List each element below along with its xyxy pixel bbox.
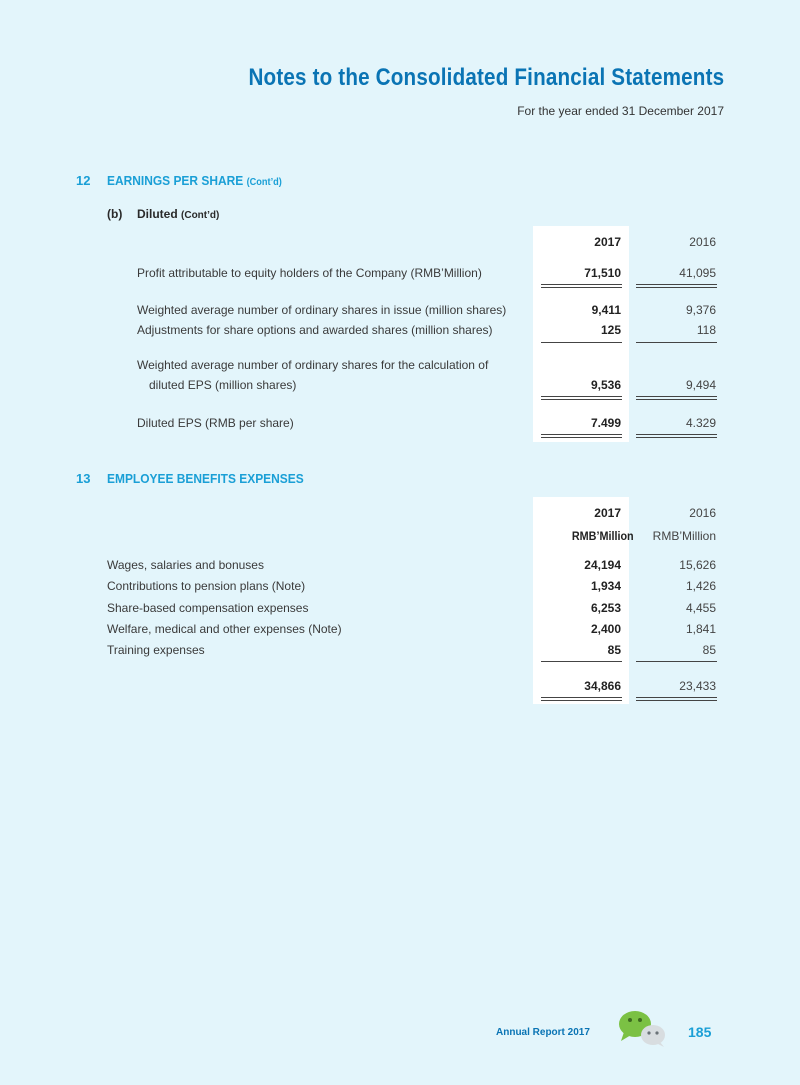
section-12-number: 12 — [76, 173, 91, 188]
single-rule — [541, 342, 622, 343]
double-rule — [541, 284, 622, 285]
single-rule — [636, 661, 717, 662]
double-rule — [636, 396, 717, 397]
s12-row-label: Weighted average number of ordinary shares for the calculation of — [137, 358, 489, 372]
s12-row-value-2016: 41,095 — [679, 266, 716, 280]
s12-row-label-line2: diluted EPS (million shares) — [149, 378, 297, 392]
single-rule — [636, 342, 717, 343]
s12-row-label: Diluted EPS (RMB per share) — [137, 416, 294, 430]
page-subtitle: For the year ended 31 December 2017 — [517, 104, 724, 118]
double-rule — [636, 437, 717, 438]
s13-row-value-2016: 1,841 — [685, 622, 716, 636]
s13-col-header-2016: 2016 — [689, 506, 716, 520]
subsection-b-title — [137, 207, 219, 221]
s12-col-header-2016: 2016 — [689, 235, 716, 249]
s13-row-value-2016: 85 — [702, 643, 716, 657]
subsection-b-letter: (b) — [107, 207, 123, 221]
s13-row-value-2016: 4,455 — [685, 601, 716, 615]
page-number: 185 — [688, 1024, 712, 1040]
s13-total-2017: 34,866 — [584, 679, 621, 693]
double-rule — [541, 396, 622, 397]
s13-row-value-2017: 1,934 — [590, 579, 621, 593]
s13-row-label: Welfare, medical and other expenses (Note) — [107, 622, 342, 636]
double-rule — [541, 287, 622, 288]
double-rule — [636, 284, 717, 285]
s13-row-value-2017: 6,253 — [590, 601, 621, 615]
s12-row-value-2016: 118 — [696, 323, 716, 337]
double-rule — [636, 399, 717, 400]
s13-col-header-2017: 2017 — [594, 506, 621, 520]
section-13-number: 13 — [76, 471, 91, 486]
s12-row-label: Weighted average number of ordinary shares in issue (million shares) — [137, 303, 507, 317]
s12-row-label: Profit attributable to equity holders of the Company (RMB’Million) — [137, 266, 482, 280]
double-rule — [636, 697, 717, 698]
double-rule — [541, 697, 622, 698]
section-12-title-suffix: (Cont’d) — [246, 177, 282, 188]
s12-row-value-2017: 71,510 — [584, 266, 621, 280]
section-13-title: EMPLOYEE BENEFITS EXPENSES — [107, 471, 304, 486]
s13-row-value-2017: 24,194 — [584, 558, 621, 572]
s12-row-value-2016: 9,376 — [685, 303, 716, 317]
double-rule — [541, 434, 622, 435]
s13-total-2016: 23,433 — [679, 679, 716, 693]
section-12-title-text: EARNINGS PER SHARE — [107, 173, 244, 188]
s12-row-value-2017: 125 — [600, 323, 621, 337]
subsection-b-title-text: Diluted — [137, 207, 178, 221]
double-rule — [636, 700, 717, 701]
double-rule — [636, 434, 717, 435]
footer-report-name: Annual Report 2017 — [496, 1027, 590, 1038]
s12-row-value-2016: 9,494 — [685, 378, 716, 392]
double-rule — [541, 700, 622, 701]
s12-row-label: Adjustments for share options and awarded shares (million shares) — [137, 323, 493, 337]
s13-row-value-2016: 1,426 — [685, 579, 716, 593]
double-rule — [541, 399, 622, 400]
s13-unit-2016: RMB’Million — [652, 529, 716, 543]
single-rule — [541, 661, 622, 662]
double-rule — [636, 287, 717, 288]
section-12-title — [107, 173, 282, 188]
s12-col-header-2017: 2017 — [594, 235, 621, 249]
double-rule — [541, 437, 622, 438]
page-title: Notes to the Consolidated Financial Statements — [248, 64, 724, 91]
s12-row-value-2017: 9,411 — [591, 303, 621, 317]
s12-row-value-2017: 7.499 — [590, 416, 621, 430]
s13-row-label: Training expenses — [107, 643, 205, 657]
subsection-b-title-suffix: (Cont’d) — [181, 210, 220, 221]
wechat-logo-icon — [616, 1008, 670, 1048]
s13-row-label: Wages, salaries and bonuses — [107, 558, 264, 572]
s12-row-value-2017: 9,536 — [590, 378, 621, 392]
s12-row-value-2016: 4.329 — [685, 416, 716, 430]
s13-row-value-2016: 15,626 — [679, 558, 716, 572]
s13-row-label: Share-based compensation expenses — [107, 601, 309, 615]
s13-row-label: Contributions to pension plans (Note) — [107, 579, 306, 593]
s13-unit-2017: RMB’Million — [572, 529, 634, 543]
s13-row-value-2017: 2,400 — [590, 622, 621, 636]
s13-row-value-2017: 85 — [607, 643, 621, 657]
